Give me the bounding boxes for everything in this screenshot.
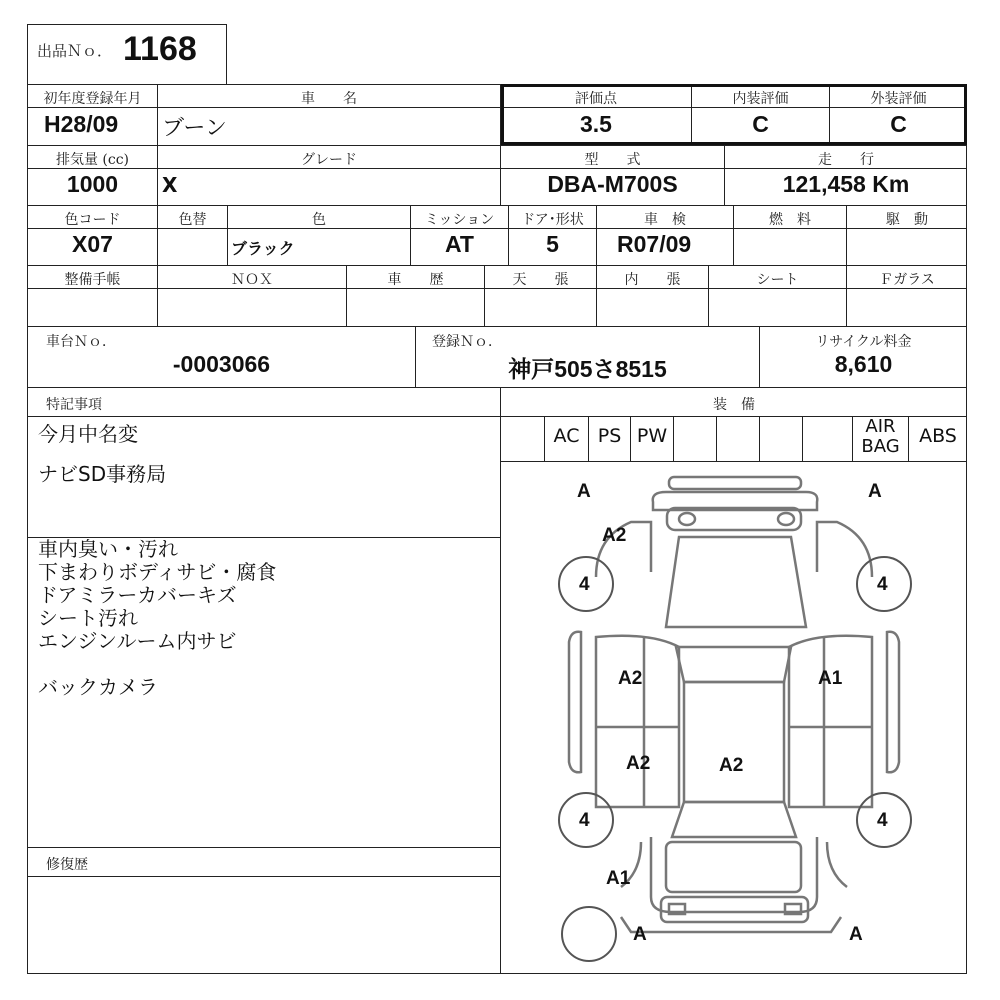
model-label: 型 式 bbox=[584, 152, 641, 168]
recycle-value: 8,610 bbox=[834, 351, 893, 377]
score-value: 3.5 bbox=[580, 111, 612, 137]
remark-line: バックカメラ bbox=[38, 675, 158, 699]
reg-value: H28/09 bbox=[44, 111, 119, 137]
score-label: 評価点 bbox=[575, 91, 617, 107]
equipment-abs: ABS bbox=[919, 425, 957, 447]
glass-label: Ｆガラス bbox=[879, 272, 935, 288]
windshield bbox=[666, 537, 806, 627]
color-label: 色 bbox=[312, 212, 326, 228]
service-book-label: 整備手帳 bbox=[64, 272, 121, 288]
spare-tire bbox=[562, 907, 616, 961]
code-tire-front-left: 4 bbox=[579, 574, 590, 595]
remark-line: ドアミラーカバーキズ bbox=[38, 583, 237, 607]
displacement-label: 排気量 (cc) bbox=[55, 152, 130, 168]
code-left-rear-door: A2 bbox=[626, 753, 651, 774]
remark-line: エンジンルーム内サビ bbox=[38, 629, 237, 653]
grade-label: グレード bbox=[301, 152, 357, 168]
lot-number: 1168 bbox=[123, 30, 197, 68]
left-mirror bbox=[569, 632, 581, 773]
model-value: DBA-M700S bbox=[547, 171, 678, 197]
chassis-value: -0003066 bbox=[172, 351, 271, 377]
remark-line: ナビSD事務局 bbox=[38, 462, 167, 486]
remark-line: 今月中名変 bbox=[38, 422, 138, 446]
chassis-label: 車台Ｎｏ． bbox=[46, 334, 116, 350]
front-right-fender bbox=[817, 522, 872, 577]
name-label: 車 名 bbox=[301, 91, 357, 107]
code-rear-right-corner: A bbox=[849, 924, 863, 945]
door-value: 5 bbox=[546, 231, 559, 257]
nox-label: ＮＯＸ bbox=[231, 272, 273, 288]
remark-line: シート汚れ bbox=[38, 606, 138, 630]
color-code-value: X07 bbox=[72, 231, 113, 257]
code-rear-left-corner: A bbox=[633, 924, 647, 945]
remarks-top bbox=[38, 423, 166, 486]
fuel-label: 燃 料 bbox=[769, 212, 811, 228]
exterior-value: C bbox=[890, 111, 907, 137]
headliner-label: 内 張 bbox=[624, 272, 681, 288]
repaint-label: 色替 bbox=[178, 212, 207, 228]
right-side bbox=[789, 636, 872, 807]
rear-window bbox=[672, 802, 796, 837]
remarks-bottom bbox=[38, 538, 276, 699]
color-value: ブラック bbox=[231, 239, 295, 258]
lot-label: 出品Ｎｏ． bbox=[37, 42, 113, 60]
code-left-front-door: A2 bbox=[618, 668, 643, 689]
front-bumper bbox=[669, 477, 801, 489]
interior-value: C bbox=[752, 111, 769, 137]
reg-label: 初年度登録年月 bbox=[43, 91, 142, 107]
inspection-label: 車 検 bbox=[644, 212, 686, 228]
hood bbox=[667, 508, 801, 530]
inspection-value: R07/09 bbox=[617, 231, 692, 257]
code-rear-hatch: A1 bbox=[606, 868, 631, 889]
remarks-label: 特記事項 bbox=[46, 397, 102, 413]
code-front-right-corner: A bbox=[868, 481, 882, 502]
name-value: ブーン bbox=[162, 116, 227, 141]
history-label: 車 歴 bbox=[387, 272, 444, 288]
equipment-airbag: AIR BAG bbox=[861, 416, 900, 457]
mileage-label: 走 行 bbox=[818, 152, 874, 168]
rear-hatch bbox=[666, 842, 801, 892]
remark-line bbox=[38, 653, 276, 676]
grade-value: X bbox=[162, 173, 178, 197]
plate-value: 神戸505さ8515 bbox=[508, 356, 667, 382]
equipment-ps: PS bbox=[597, 425, 622, 447]
car-diagram bbox=[501, 462, 967, 974]
code-right-front-door: A1 bbox=[818, 668, 843, 689]
repair-label: 修復歴 bbox=[46, 857, 88, 873]
code-tire-rear-left: 4 bbox=[579, 810, 590, 831]
door-label: ドア･形状 bbox=[521, 212, 584, 228]
left-side bbox=[596, 636, 679, 807]
code-front-glass: A2 bbox=[602, 525, 627, 546]
displacement-value: 1000 bbox=[66, 171, 119, 197]
remark-line: 下まわりボディサビ・腐食 bbox=[38, 560, 277, 584]
seat-label: シート bbox=[756, 272, 799, 288]
sunroof-label: 天 張 bbox=[512, 272, 569, 288]
code-front-left-corner: A bbox=[577, 481, 591, 502]
code-roof: A2 bbox=[719, 755, 744, 776]
plate-label: 登録Ｎｏ． bbox=[432, 334, 502, 350]
equipment-pw: PW bbox=[636, 425, 668, 447]
code-tire-rear-right: 4 bbox=[877, 810, 888, 831]
interior-label: 内装評価 bbox=[732, 91, 789, 107]
drive-label: 駆 動 bbox=[886, 212, 928, 228]
color-code-label: 色コード bbox=[64, 212, 121, 228]
equipment-label: 装 備 bbox=[713, 397, 755, 413]
roof bbox=[684, 682, 784, 802]
remark-line: 車内臭い・汚れ bbox=[38, 537, 178, 561]
exterior-label: 外装評価 bbox=[870, 91, 927, 107]
equipment-ac: AC bbox=[553, 425, 580, 447]
code-tire-front-right: 4 bbox=[877, 574, 888, 595]
mileage-value: 121,458 Km bbox=[782, 171, 910, 197]
mission-label: ミッション bbox=[424, 212, 495, 228]
right-mirror bbox=[887, 632, 899, 773]
recycle-label: リサイクル料金 bbox=[815, 334, 912, 350]
mission-value: AT bbox=[445, 231, 474, 257]
